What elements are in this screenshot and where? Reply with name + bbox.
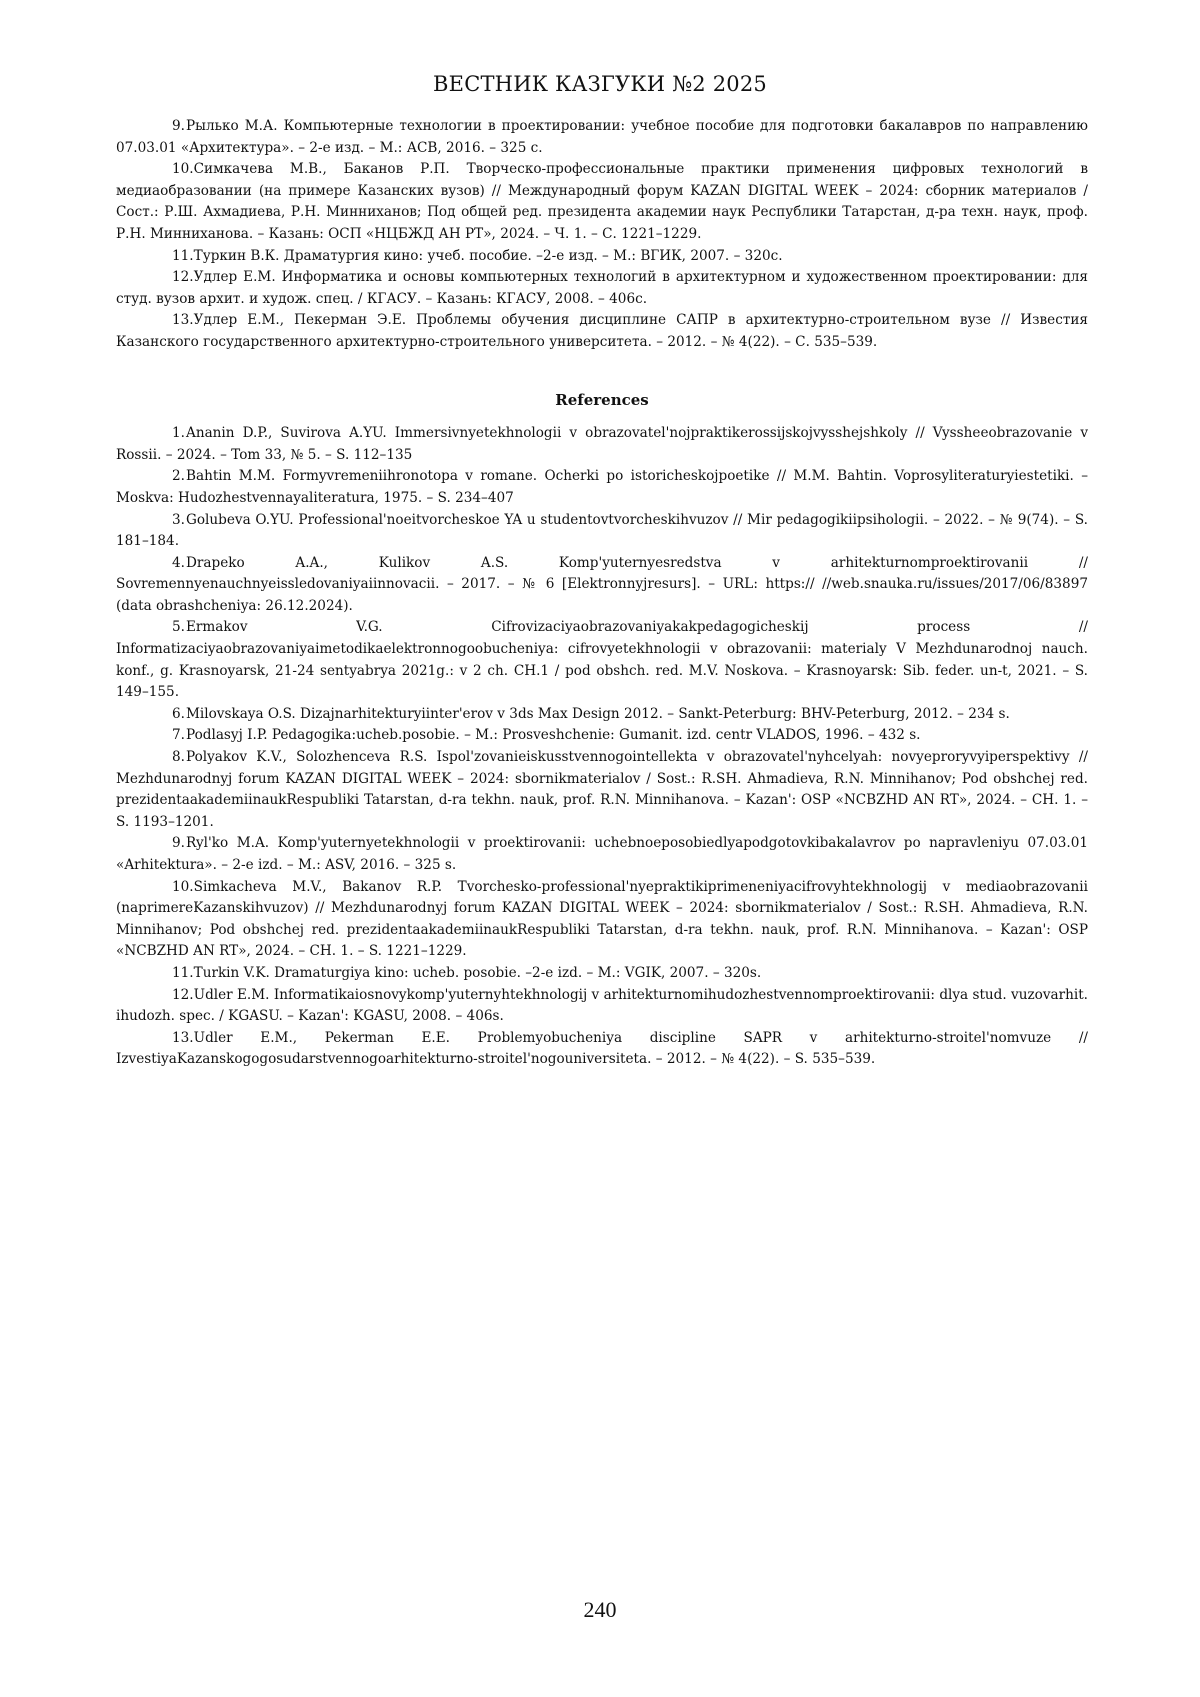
reference-text: Udler E.M. Informatikaiosnovykomp'yuternyhtekhnologij v arhitekturnomihudozhestvennomproektirovanii: dlya stud. vuzovarhit. ihudozh. spec. / KGASU. – Kazan': KGASU, 2008. – 406s. — [116, 986, 1088, 1025]
reference-item — [116, 963, 1088, 985]
reference-text: Udler E.M., Pekerman E.E. Problemyobucheniya discipline SAPR v arhitekturno-stroitel'nomvuze // IzvestiyaKazanskogogosudarstvennogoarhitekturno-stroitel'nogouniversiteta. – 2012. – № 4(22). – S. 535–539. — [116, 1029, 1088, 1068]
reference-item — [116, 423, 1088, 466]
reference-item — [116, 267, 1088, 310]
reference-number: 7. — [172, 727, 185, 744]
reference-text: Drapeko A.A., Kulikov A.S. Komp'yuternyesredstva v arhitekturnomproektirovanii // Sovremennyenauchnyeissledovaniyaiinnovacii. – 2017. – № 6 [Elektronnyjresurs]. – URL: https:// //web.snauka.ru/issues/2017/06/83897 (data obrashcheniya: 26.12.2024). — [116, 554, 1088, 614]
reference-item — [116, 246, 1088, 268]
reference-item — [116, 466, 1088, 509]
reference-item — [116, 704, 1088, 726]
reference-text: Bahtin M.M. Formyvremeniihronotopa v romane. Ocherki po istoricheskojpoetike // M.M. Bahtin. Voprosyliteraturyiestetiki. – Moskva: Hudozhestvennayaliteratura, 1975. – S. 234–407 — [116, 468, 1088, 506]
reference-text: Симкачева М.В., Баканов Р.П. Творческо-профессиональные практики применения цифровых технологий в медиаобразовании (на примере Казанских вузов) // Международный форум KAZAN DIGITAL WEEK – 2024: сборник материалов / Сост.: Р.Ш. Ахмадиева, Р.Н. Минниханов; Под общей ред. президента академии наук Республики Татарстан, д-ра техн. наук, проф. Р.Н. Минниханова. – Казань: ОСП «НЦБЖД АН РТ», 2024. – Ч. 1. – С. 1221–1229. — [116, 161, 1088, 242]
reference-text: Рылько М.А. Компьютерные технологии в проектировании: учебное пособие для подготовки бакалавров по направлению 07.03.01 «Архитектура». – 2-е изд. – М.: АСВ, 2016. – 325 с. — [116, 118, 1088, 156]
reference-text: Удлер Е.М., Пекерман Э.Е. Проблемы обучения дисциплине САПР в архитектурно-строительном вузе // Известия Казанского государственного архитектурно-строительного университета. – 2012. – № 4(22). – С. 535–539. — [116, 312, 1088, 350]
reference-number: 2. — [172, 468, 185, 485]
reference-number: 13. — [172, 1029, 194, 1046]
reference-text: Simkacheva M.V., Bakanov R.P. Tvorchesko-professional'nyepraktikiprimeneniyacifrovyhtekhnologij v mediaobrazovanii (naprimereKazanskihvuzov) // Mezhdunarodnyj forum KAZAN DIGITAL WEEK – 2024: sbornikmaterialov / Sost.: R.SH. Ahmadieva, R.N. Minnihanov; Pod obshchej red. prezidentaakademiinaukRespubliki Tatarstan, d-ra tekhn. nauk, prof. R.N. Minnihanova. – Kazan': OSP «NCBZHD AN RT», 2024. – CH. 1. – S. 1221–1229. — [116, 878, 1088, 960]
reference-item — [116, 877, 1088, 963]
reference-number: 5. — [172, 619, 185, 636]
reference-number: 10. — [172, 161, 194, 178]
reference-number: 12. — [172, 986, 194, 1003]
journal-header: ВЕСТНИК КАЗГУКИ №2 2025 — [433, 72, 767, 96]
reference-text: Ryl'ko M.A. Komp'yuternyetekhnologii v proektirovanii: uchebnoeposobiedlyapodgotovkibakalavrov po napravleniyu 07.03.01 «Arhitektura». – 2-e izd. – M.: ASV, 2016. – 325 s. — [116, 835, 1088, 873]
reference-number: 6. — [172, 705, 185, 722]
reference-number: 13. — [172, 312, 194, 329]
reference-number: 10. — [172, 878, 194, 895]
references-content — [116, 116, 1088, 1071]
reference-item — [116, 510, 1088, 553]
reference-item — [116, 553, 1088, 618]
reference-text: Podlasyj I.P. Pedagogika:ucheb.posobie. – M.: Prosveshchenie: Gumanit. izd. centr VLADOS, 1996. – 432 s. — [186, 727, 921, 744]
reference-number: 3. — [172, 511, 185, 528]
reference-item — [116, 985, 1088, 1028]
reference-text: Туркин В.К. Драматургия кино: учеб. пособие. –2-е изд. – М.: ВГИК, 2007. – 320с. — [193, 247, 783, 264]
reference-item — [116, 310, 1088, 353]
reference-text: Ananin D.P., Suvirova A.YU. Immersivnyetekhnologii v obrazovatel'nojpraktikerossijskojvysshejshkoly // Vyssheeobrazovanie v Rossii. – 2024. – Tom 33, № 5. – S. 112–135 — [116, 425, 1088, 463]
reference-number: 1. — [172, 425, 185, 442]
reference-number: 12. — [172, 269, 194, 286]
reference-item — [116, 1028, 1088, 1071]
reference-text: Polyakov K.V., Solozhenceva R.S. Ispol'zovanieiskusstvennogointellekta v obrazovatel'nyhcelyah: novyeproryvyiperspektivy // Mezhdunarodnyj forum KAZAN DIGITAL WEEK – 2024: sbornikmaterialov / Sost.: R.SH. Ahmadieva, R.N. Minnihanov; Pod obshchej red. prezidentaakademiinaukRespubliki Tatarstan, d-ra tekhn. nauk, prof. R.N. Minnihanova. – Kazan': OSP «NCBZHD AN RT», 2024. – CH. 1. – S. 1193–1201. — [116, 749, 1088, 830]
reference-item — [116, 747, 1088, 833]
reference-item — [116, 159, 1088, 245]
reference-number: 9. — [172, 835, 185, 852]
reference-text: Удлер Е.М. Информатика и основы компьютерных технологий в архитектурном и художественном проектировании: для студ. вузов архит. и худож. спец. / КГАСУ. – Казань: КГАСУ, 2008. – 406с. — [116, 269, 1088, 307]
reference-text: Turkin V.K. Dramaturgiya kino: ucheb. posobie. –2-e izd. – M.: VGIK, 2007. – 320s. — [193, 964, 762, 981]
references-heading: References — [555, 390, 649, 409]
reference-text: Golubeva O.YU. Professional'noeitvorcheskoe YA u studentovtvorcheskihvuzov // Mir pedagogikiipsihologii. – 2022. – № 9(74). – S. 181–184. — [116, 511, 1088, 550]
english-reference-list — [116, 423, 1088, 1071]
reference-number: 9. — [172, 118, 185, 134]
russian-reference-list — [116, 116, 1088, 354]
reference-number: 4. — [172, 554, 185, 571]
page-number: 240 — [583, 1597, 617, 1622]
reference-number: 8. — [172, 749, 185, 766]
reference-item — [116, 617, 1088, 703]
reference-text: Ermakov V.G. Cifrovizaciyaobrazovaniyakakpedagogicheskij process // Informatizaciyaobrazovaniyaimetodikaelektronnogoobucheniya: cifrovyetekhnologii v obrazovanii: materialy V Mezhdunarodnoj nauch. konf., g. Krasnoyarsk, 21-24 sentyabrya 2021g.: v 2 ch. CH.1 / pod obshch. red. M.V. Noskova. – Krasnoyarsk: Sib. feder. un-t, 2021. – S. 149–155. — [116, 619, 1088, 701]
reference-item — [116, 833, 1088, 876]
reference-number: 11. — [172, 247, 194, 264]
reference-item — [116, 116, 1088, 159]
reference-number: 11. — [172, 964, 194, 981]
reference-item — [116, 725, 1088, 747]
reference-text: Milovskaya O.S. Dizajnarhitekturyiinter'erov v 3ds Max Design 2012. – Sankt-Peterburg: BHV-Peterburg, 2012. – 234 s. — [186, 705, 1010, 722]
